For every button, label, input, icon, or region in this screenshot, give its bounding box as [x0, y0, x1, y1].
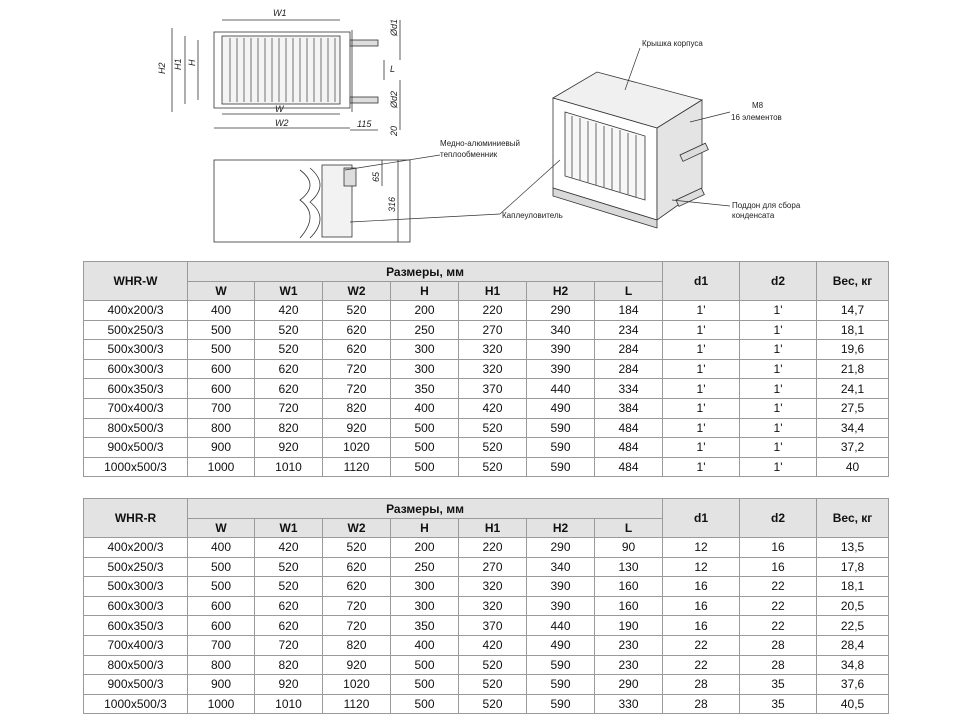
callout-cover: Крышка корпуса [642, 39, 703, 48]
value-cell: 720 [323, 596, 391, 616]
value-cell: 520 [459, 457, 527, 477]
model-cell: 800x500/3 [84, 418, 188, 438]
model-cell: 600x300/3 [84, 359, 188, 379]
value-cell: 800 [188, 418, 255, 438]
value-cell: 620 [255, 616, 323, 636]
value-cell: 800 [188, 655, 255, 675]
dim-label-d1: Ød1 [389, 18, 399, 36]
model-cell: 500x300/3 [84, 577, 188, 597]
value-cell: 14,7 [817, 301, 889, 321]
value-cell: 1' [663, 418, 740, 438]
value-cell: 1' [740, 457, 817, 477]
value-cell: 350 [391, 616, 459, 636]
value-cell: 12 [663, 538, 740, 558]
value-cell: 160 [595, 577, 663, 597]
value-cell: 334 [595, 379, 663, 399]
table-row [84, 596, 889, 616]
value-cell: 720 [323, 616, 391, 636]
value-cell: 600 [188, 596, 255, 616]
value-cell: 590 [527, 418, 595, 438]
value-cell: 720 [255, 398, 323, 418]
value-cell: 200 [391, 538, 459, 558]
value-cell: 27,5 [817, 398, 889, 418]
value-cell: 520 [459, 418, 527, 438]
dim-label-h: H [187, 59, 197, 66]
value-cell: 284 [595, 340, 663, 360]
value-cell: 720 [323, 379, 391, 399]
value-cell: 200 [391, 301, 459, 321]
value-cell: 900 [188, 438, 255, 458]
table-row [84, 438, 889, 458]
value-cell: 24,1 [817, 379, 889, 399]
value-cell: 230 [595, 635, 663, 655]
value-cell: 500 [391, 438, 459, 458]
value-cell: 400 [391, 398, 459, 418]
value-cell: 720 [255, 635, 323, 655]
value-cell: 520 [255, 340, 323, 360]
value-cell: 35 [740, 675, 817, 695]
value-cell: 270 [459, 320, 527, 340]
table-row [84, 635, 889, 655]
value-cell: 820 [323, 635, 391, 655]
value-cell: 18,1 [817, 577, 889, 597]
value-cell: 16 [663, 596, 740, 616]
model-cell: 500x250/3 [84, 320, 188, 340]
value-cell: 484 [595, 438, 663, 458]
value-cell: 17,8 [817, 557, 889, 577]
value-cell: 590 [527, 655, 595, 675]
dimension-subheader: W1 [255, 282, 323, 301]
dimension-subheader: H2 [527, 519, 595, 538]
dim-label-h1: H1 [173, 58, 183, 70]
value-cell: 500 [391, 655, 459, 675]
value-cell: 520 [459, 438, 527, 458]
value-cell: 920 [255, 438, 323, 458]
value-cell: 590 [527, 675, 595, 695]
dim-label-l: L [390, 64, 396, 74]
value-cell: 900 [188, 675, 255, 695]
value-cell: 300 [391, 577, 459, 597]
value-cell: 484 [595, 457, 663, 477]
dimension-subheader: L [595, 519, 663, 538]
value-cell: 620 [255, 379, 323, 399]
callout-exchanger-line1: Медно-алюминиевый [440, 139, 521, 148]
value-cell: 300 [391, 340, 459, 360]
model-cell: 900x500/3 [84, 675, 188, 695]
value-cell: 1' [740, 340, 817, 360]
value-cell: 520 [323, 301, 391, 321]
value-cell: 920 [323, 418, 391, 438]
value-cell: 700 [188, 398, 255, 418]
value-cell: 1' [663, 359, 740, 379]
model-cell: 800x500/3 [84, 655, 188, 675]
value-cell: 28 [740, 635, 817, 655]
callout-m8-count: 16 элементов [731, 113, 782, 122]
front-view [172, 20, 400, 130]
table-row [84, 538, 889, 558]
value-cell: 384 [595, 398, 663, 418]
table-row [84, 655, 889, 675]
d2-header: d2 [740, 262, 817, 301]
value-cell: 300 [391, 359, 459, 379]
value-cell: 440 [527, 616, 595, 636]
value-cell: 330 [595, 694, 663, 714]
value-cell: 284 [595, 359, 663, 379]
value-cell: 1' [740, 301, 817, 321]
value-cell: 90 [595, 538, 663, 558]
table-row [84, 320, 889, 340]
value-cell: 16 [740, 538, 817, 558]
value-cell: 400 [188, 301, 255, 321]
value-cell: 1' [663, 438, 740, 458]
value-cell: 16 [663, 577, 740, 597]
dimensions-group-header: Размеры, мм [188, 262, 663, 282]
dimension-subheader: W2 [323, 519, 391, 538]
table-row [84, 359, 889, 379]
table-row [84, 675, 889, 695]
table-body [84, 538, 889, 714]
d1-header: d1 [663, 262, 740, 301]
value-cell: 40 [817, 457, 889, 477]
value-cell: 20,5 [817, 596, 889, 616]
value-cell: 160 [595, 596, 663, 616]
table-row [84, 457, 889, 477]
value-cell: 28 [663, 675, 740, 695]
model-cell: 400x200/3 [84, 538, 188, 558]
model-cell: 700x400/3 [84, 635, 188, 655]
value-cell: 500 [188, 577, 255, 597]
value-cell: 500 [188, 557, 255, 577]
dimension-subheader: H [391, 519, 459, 538]
value-cell: 1' [663, 340, 740, 360]
value-cell: 28,4 [817, 635, 889, 655]
value-cell: 234 [595, 320, 663, 340]
value-cell: 620 [255, 596, 323, 616]
model-cell: 500x250/3 [84, 557, 188, 577]
callout-exchanger-line2: теплообменник [440, 150, 498, 159]
value-cell: 520 [255, 557, 323, 577]
value-cell: 190 [595, 616, 663, 636]
table-row [84, 577, 889, 597]
value-cell: 1120 [323, 457, 391, 477]
d2-header: d2 [740, 499, 817, 538]
table-row [84, 340, 889, 360]
table-row [84, 301, 889, 321]
value-cell: 500 [391, 694, 459, 714]
value-cell: 1' [663, 398, 740, 418]
dim-label-115: 115 [357, 119, 372, 129]
value-cell: 390 [527, 340, 595, 360]
value-cell: 22 [740, 596, 817, 616]
value-cell: 520 [255, 320, 323, 340]
value-cell: 370 [459, 379, 527, 399]
dim-label-316: 316 [387, 196, 397, 212]
technical-drawing [0, 0, 980, 252]
dimension-subheader: H1 [459, 282, 527, 301]
model-cell: 600x350/3 [84, 379, 188, 399]
model-cell: 400x200/3 [84, 301, 188, 321]
value-cell: 290 [595, 675, 663, 695]
value-cell: 500 [391, 457, 459, 477]
value-cell: 1' [740, 438, 817, 458]
dimension-subheader: H2 [527, 282, 595, 301]
value-cell: 600 [188, 359, 255, 379]
value-cell: 370 [459, 616, 527, 636]
value-cell: 340 [527, 320, 595, 340]
value-cell: 420 [255, 301, 323, 321]
value-cell: 520 [459, 675, 527, 695]
value-cell: 400 [391, 635, 459, 655]
value-cell: 13,5 [817, 538, 889, 558]
model-cell: 900x500/3 [84, 438, 188, 458]
value-cell: 1' [740, 320, 817, 340]
weight-header: Вес, кг [817, 262, 889, 301]
value-cell: 590 [527, 457, 595, 477]
callout-tray-line2: конденсата [732, 211, 775, 220]
value-cell: 19,6 [817, 340, 889, 360]
value-cell: 700 [188, 635, 255, 655]
value-cell: 320 [459, 359, 527, 379]
value-cell: 1' [663, 457, 740, 477]
value-cell: 37,2 [817, 438, 889, 458]
value-cell: 16 [663, 616, 740, 636]
value-cell: 22 [740, 577, 817, 597]
value-cell: 1' [740, 418, 817, 438]
callout-droplet: Каплеуловитель [502, 211, 563, 220]
value-cell: 600 [188, 616, 255, 636]
value-cell: 920 [323, 655, 391, 675]
value-cell: 400 [188, 538, 255, 558]
spec-table-whr-w [83, 261, 889, 477]
dim-label-d2: Ød2 [389, 90, 399, 108]
value-cell: 820 [323, 398, 391, 418]
value-cell: 520 [255, 577, 323, 597]
dimension-subheader: L [595, 282, 663, 301]
value-cell: 500 [188, 320, 255, 340]
value-cell: 21,8 [817, 359, 889, 379]
value-cell: 490 [527, 635, 595, 655]
dim-label-h2: H2 [157, 62, 167, 74]
value-cell: 500 [391, 675, 459, 695]
dim-label-20: 20 [389, 125, 399, 136]
value-cell: 1120 [323, 694, 391, 714]
model-cell: 1000x500/3 [84, 457, 188, 477]
value-cell: 250 [391, 320, 459, 340]
value-cell: 250 [391, 557, 459, 577]
value-cell: 420 [459, 398, 527, 418]
table-row [84, 418, 889, 438]
value-cell: 34,4 [817, 418, 889, 438]
value-cell: 220 [459, 301, 527, 321]
value-cell: 18,1 [817, 320, 889, 340]
value-cell: 520 [323, 538, 391, 558]
dim-label-w: W [275, 104, 284, 114]
table-row [84, 379, 889, 399]
dimensions-group-header: Размеры, мм [188, 499, 663, 519]
value-cell: 500 [188, 340, 255, 360]
value-cell: 22 [740, 616, 817, 636]
value-cell: 1' [663, 379, 740, 399]
table-body [84, 301, 889, 477]
value-cell: 1' [663, 301, 740, 321]
value-cell: 22,5 [817, 616, 889, 636]
value-cell: 390 [527, 596, 595, 616]
dim-label-w2: W2 [275, 118, 289, 128]
model-header: WHR-R [84, 499, 188, 538]
table-row [84, 557, 889, 577]
value-cell: 28 [663, 694, 740, 714]
value-cell: 490 [527, 398, 595, 418]
value-cell: 390 [527, 359, 595, 379]
value-cell: 40,5 [817, 694, 889, 714]
value-cell: 290 [527, 538, 595, 558]
value-cell: 340 [527, 557, 595, 577]
model-cell: 600x350/3 [84, 616, 188, 636]
isometric-view [553, 72, 708, 228]
table-row [84, 694, 889, 714]
value-cell: 1020 [323, 438, 391, 458]
value-cell: 920 [255, 675, 323, 695]
dimension-subheader: W [188, 282, 255, 301]
value-cell: 620 [323, 577, 391, 597]
value-cell: 230 [595, 655, 663, 675]
value-cell: 290 [527, 301, 595, 321]
dim-label-w1: W1 [273, 8, 287, 18]
value-cell: 16 [740, 557, 817, 577]
weight-header: Вес, кг [817, 499, 889, 538]
value-cell: 420 [459, 635, 527, 655]
value-cell: 1010 [255, 457, 323, 477]
value-cell: 500 [391, 418, 459, 438]
value-cell: 270 [459, 557, 527, 577]
value-cell: 1000 [188, 694, 255, 714]
value-cell: 22 [663, 655, 740, 675]
value-cell: 1' [740, 379, 817, 399]
value-cell: 1000 [188, 457, 255, 477]
model-cell: 500x300/3 [84, 340, 188, 360]
value-cell: 37,6 [817, 675, 889, 695]
value-cell: 28 [740, 655, 817, 675]
value-cell: 720 [323, 359, 391, 379]
value-cell: 34,8 [817, 655, 889, 675]
dimension-subheader: W [188, 519, 255, 538]
value-cell: 220 [459, 538, 527, 558]
value-cell: 350 [391, 379, 459, 399]
value-cell: 620 [323, 340, 391, 360]
model-header: WHR-W [84, 262, 188, 301]
value-cell: 12 [663, 557, 740, 577]
model-cell: 700x400/3 [84, 398, 188, 418]
value-cell: 590 [527, 694, 595, 714]
value-cell: 620 [323, 320, 391, 340]
callout-tray-line1: Поддон для сбора [732, 201, 801, 210]
value-cell: 320 [459, 596, 527, 616]
value-cell: 520 [459, 655, 527, 675]
dimension-subheader: W2 [323, 282, 391, 301]
value-cell: 130 [595, 557, 663, 577]
value-cell: 1' [740, 398, 817, 418]
dimension-subheader: H1 [459, 519, 527, 538]
value-cell: 620 [323, 557, 391, 577]
table-row [84, 398, 889, 418]
value-cell: 420 [255, 538, 323, 558]
d1-header: d1 [663, 499, 740, 538]
drawing-svg [0, 0, 980, 252]
dimension-subheader: W1 [255, 519, 323, 538]
value-cell: 590 [527, 438, 595, 458]
value-cell: 320 [459, 340, 527, 360]
value-cell: 1020 [323, 675, 391, 695]
dim-label-65: 65 [371, 171, 381, 182]
value-cell: 620 [255, 359, 323, 379]
value-cell: 300 [391, 596, 459, 616]
table-row [84, 616, 889, 636]
value-cell: 820 [255, 418, 323, 438]
value-cell: 484 [595, 418, 663, 438]
value-cell: 1' [740, 359, 817, 379]
model-cell: 600x300/3 [84, 596, 188, 616]
value-cell: 1010 [255, 694, 323, 714]
value-cell: 440 [527, 379, 595, 399]
value-cell: 820 [255, 655, 323, 675]
value-cell: 35 [740, 694, 817, 714]
callout-m8: М8 [752, 101, 764, 110]
value-cell: 600 [188, 379, 255, 399]
value-cell: 184 [595, 301, 663, 321]
value-cell: 1' [663, 320, 740, 340]
model-cell: 1000x500/3 [84, 694, 188, 714]
value-cell: 320 [459, 577, 527, 597]
spec-table-whr-r [83, 498, 889, 714]
value-cell: 22 [663, 635, 740, 655]
dimension-subheader: H [391, 282, 459, 301]
value-cell: 390 [527, 577, 595, 597]
value-cell: 520 [459, 694, 527, 714]
